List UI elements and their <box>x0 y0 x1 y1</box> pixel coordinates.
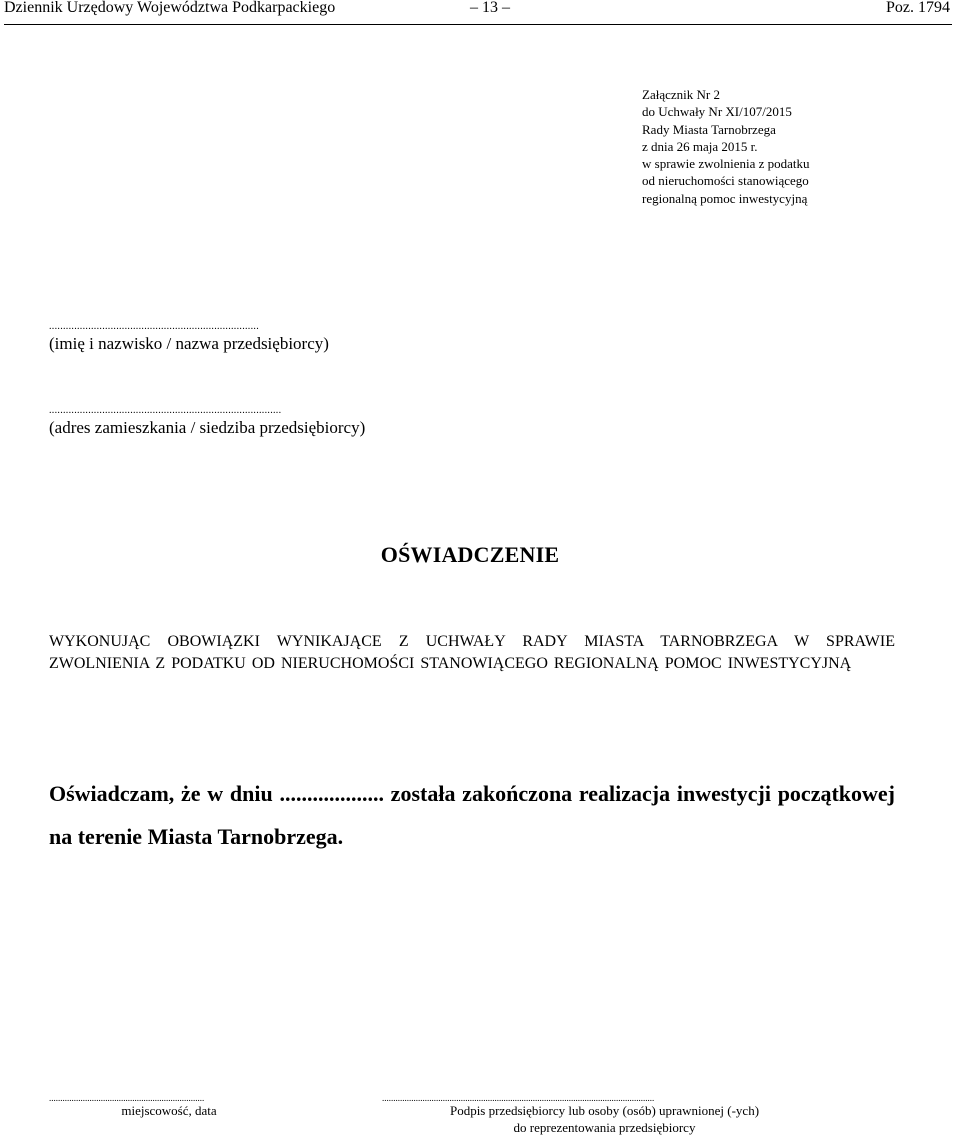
signature-dotted-line[interactable]: ......................................................................................................................... <box>382 1094 655 1102</box>
attachment-line: w sprawie zwolnienia z podatku <box>642 156 810 172</box>
document-title: OŚWIADCZENIE <box>380 542 560 567</box>
place-date-label: miejscowość, data <box>121 1103 217 1118</box>
position-number: Poz. 1794 <box>886 0 950 16</box>
name-field <box>49 322 329 354</box>
attachment-line: do Uchwały Nr XI/107/2015 <box>642 104 792 120</box>
signature-label-line2: do reprezentowania przedsiębiorcy <box>513 1120 696 1135</box>
signature-label-line1: Podpis przedsiębiorcy lub osoby (osób) uprawnionej (-ych) <box>449 1103 760 1118</box>
journal-title: Dziennik Urzędowy Województwa Podkarpackiego <box>4 0 336 16</box>
address-dotted-line[interactable]: ................................................................................... <box>49 406 282 416</box>
place-date-field <box>49 1094 289 1119</box>
signature-field <box>382 1094 827 1136</box>
attachment-line: Załącznik Nr 2 <box>642 87 720 102</box>
place-date-dotted-line[interactable]: ..................................................................... <box>49 1094 205 1102</box>
attachment-line: regionalną pomoc inwestycyjną <box>642 190 808 206</box>
address-field <box>49 406 365 438</box>
address-field-label: (adres zamieszkania / siedziba przedsiębiorcy) <box>49 418 366 437</box>
statement-paragraph: Oświadczam, że w dniu ................... została zakończona realizacja inwestycji początkowej na terenie Miasta Tarnobrzega. <box>49 781 895 849</box>
attachment-note <box>642 86 810 207</box>
name-dotted-line[interactable]: ........................................................................... <box>49 322 259 332</box>
attachment-line: z dnia 26 maja 2015 r. <box>642 138 758 154</box>
page-header <box>4 0 952 25</box>
name-field-label: (imię i nazwisko / nazwa przedsiębiorcy) <box>49 334 329 353</box>
attachment-line: Rady Miasta Tarnobrzega <box>642 121 776 137</box>
attachment-line: od nieruchomości stanowiącego <box>642 173 809 189</box>
intro-paragraph: WYKONUJĄC OBOWIĄZKI WYNIKAJĄCE Z UCHWAŁY RADY MIASTA TARNOBRZEGA W SPRAWIE ZWOLNIENIA Z PODATKU OD NIERUCHOMOŚCI STANOWIĄCEGO REGIONALNĄ POMOC INWESTYCYJNĄ <box>49 633 895 672</box>
page-number: – 13 – <box>470 0 510 16</box>
